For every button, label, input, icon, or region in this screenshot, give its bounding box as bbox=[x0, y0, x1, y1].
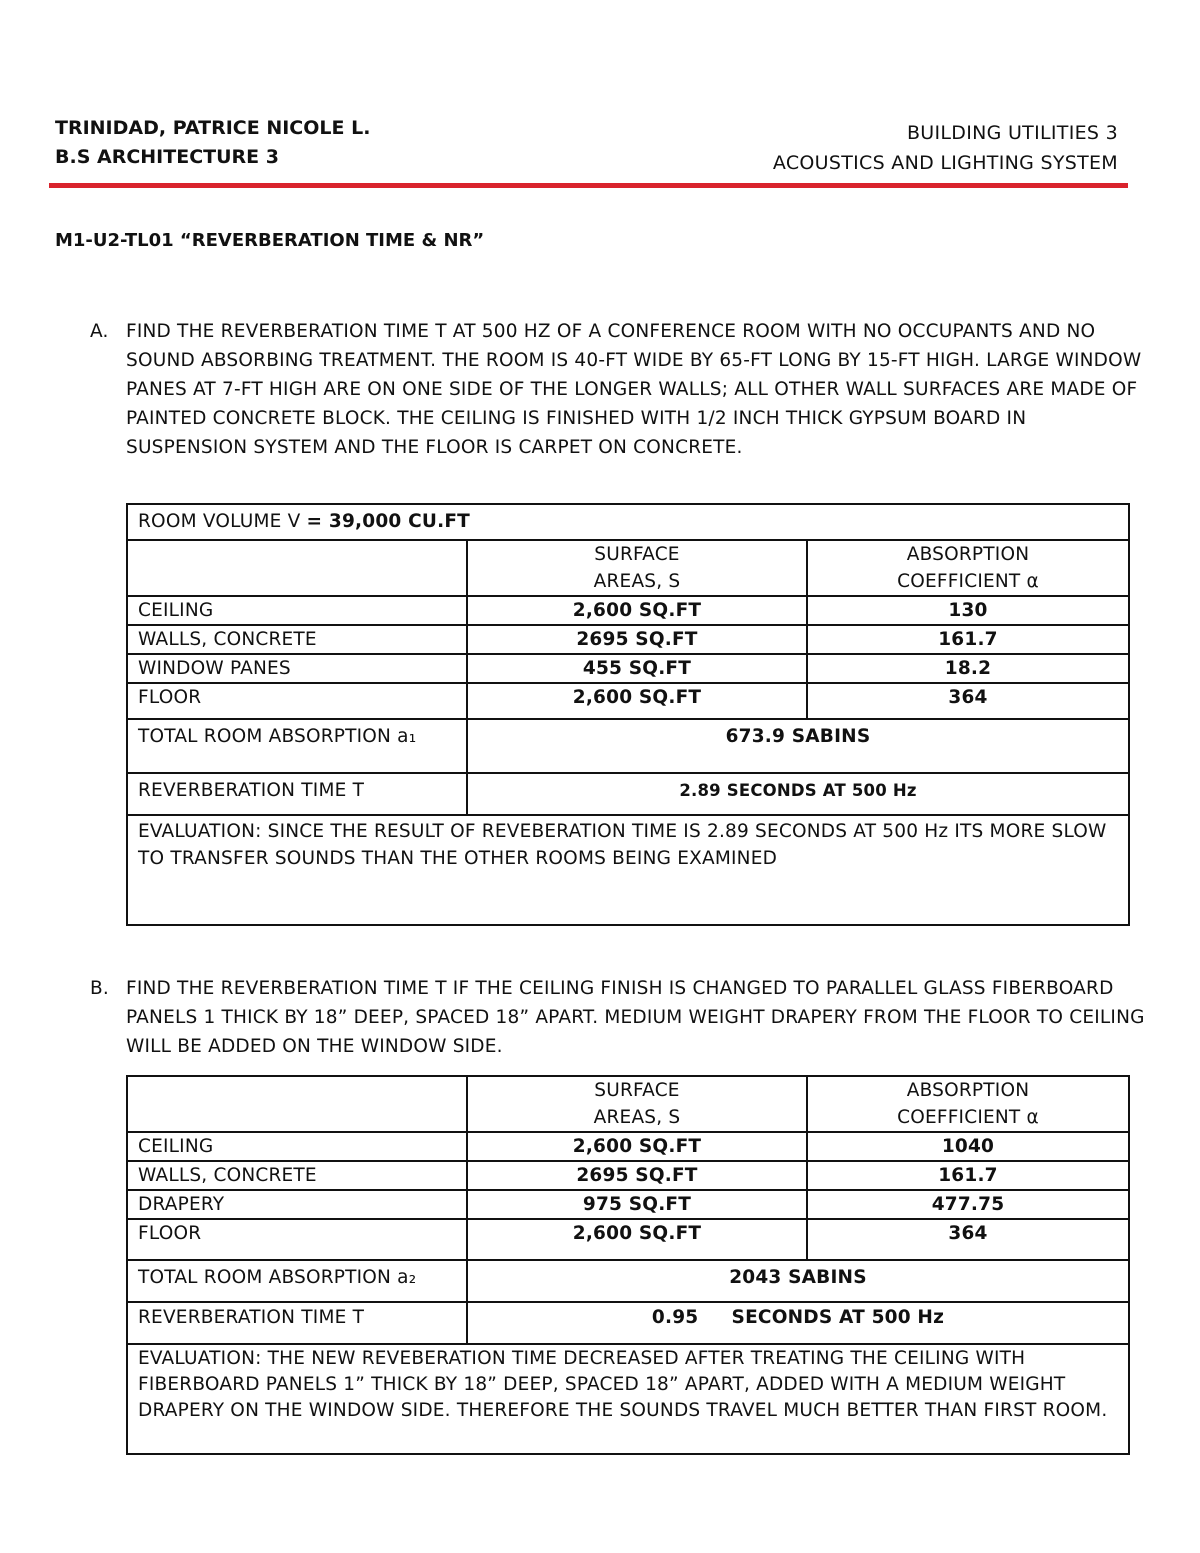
header-row bbox=[127, 1076, 1129, 1132]
header-surface-line2: AREAS, S bbox=[593, 571, 681, 592]
course-subject: ACOUSTICS AND LIGHTING SYSTEM bbox=[772, 152, 1118, 174]
table-b bbox=[126, 1075, 1130, 1455]
total-row bbox=[127, 719, 1129, 773]
rt-row bbox=[127, 1302, 1129, 1344]
coef-cell: 1040 bbox=[807, 1132, 1129, 1161]
total-label: TOTAL ROOM ABSORPTION a₁ bbox=[127, 719, 467, 773]
area-cell: 2,600 SQ.FT bbox=[467, 683, 807, 719]
header-coef-line1: ABSORPTION bbox=[906, 544, 1030, 565]
rt-row bbox=[127, 773, 1129, 815]
surface-cell: DRAPERY bbox=[127, 1190, 467, 1219]
problem-b-text: FIND THE REVERBERATION TIME T IF THE CEILING FINISH IS CHANGED TO PARALLEL GLASS FIBERBOARD PANELS 1 THICK BY 18” DEEP, SPACED 18” APART. MEDIUM WEIGHT DRAPERY FROM THE FLOOR TO CEILING WILL BE ADDED ON THE WINDOW SIDE. bbox=[126, 978, 1145, 1057]
header-divider bbox=[49, 183, 1128, 188]
header-surface-line1: SURFACE bbox=[594, 544, 680, 565]
table-row bbox=[127, 1219, 1129, 1260]
header-surface-cell bbox=[467, 1076, 807, 1132]
header-coef-line2: COEFFICIENT α bbox=[897, 1107, 1039, 1128]
table-row bbox=[127, 654, 1129, 683]
area-cell: 2,600 SQ.FT bbox=[467, 596, 807, 625]
rt-label: REVERBERATION TIME T bbox=[127, 1302, 467, 1344]
header-surface-line1: SURFACE bbox=[594, 1080, 680, 1101]
author-block bbox=[55, 114, 370, 172]
total-label: TOTAL ROOM ABSORPTION a₂ bbox=[127, 1260, 467, 1302]
header-surface-cell bbox=[467, 540, 807, 596]
surface-cell: WALLS, CONCRETE bbox=[127, 1161, 467, 1190]
surface-cell: WINDOW PANES bbox=[127, 654, 467, 683]
problem-a bbox=[90, 317, 1150, 462]
volume-value: = 39,000 CU.FT bbox=[306, 511, 470, 532]
area-cell: 2695 SQ.FT bbox=[467, 625, 807, 654]
surface-cell: CEILING bbox=[127, 596, 467, 625]
area-cell: 975 SQ.FT bbox=[467, 1190, 807, 1219]
area-cell: 2,600 SQ.FT bbox=[467, 1132, 807, 1161]
coef-cell: 364 bbox=[807, 1219, 1129, 1260]
table-row bbox=[127, 1161, 1129, 1190]
coef-cell: 18.2 bbox=[807, 654, 1129, 683]
header-coef-line1: ABSORPTION bbox=[906, 1080, 1030, 1101]
document-title: M1-U2-TL01 “REVERBERATION TIME & NR” bbox=[55, 230, 485, 251]
problem-a-letter: A. bbox=[90, 321, 109, 342]
rt-label: REVERBERATION TIME T bbox=[127, 773, 467, 815]
header-empty-cell bbox=[127, 540, 467, 596]
header-coef-cell bbox=[807, 1076, 1129, 1132]
surface-cell: CEILING bbox=[127, 1132, 467, 1161]
rt-value: 0.95 SECONDS AT 500 Hz bbox=[467, 1302, 1129, 1344]
table-row bbox=[127, 683, 1129, 719]
total-row bbox=[127, 1260, 1129, 1302]
table-row bbox=[127, 1190, 1129, 1219]
coef-cell: 161.7 bbox=[807, 625, 1129, 654]
coef-cell: 477.75 bbox=[807, 1190, 1129, 1219]
problem-b-letter: B. bbox=[90, 978, 109, 999]
table-row bbox=[127, 1132, 1129, 1161]
table-row bbox=[127, 625, 1129, 654]
table-a bbox=[126, 503, 1130, 926]
coef-cell: 364 bbox=[807, 683, 1129, 719]
volume-cell bbox=[127, 504, 1129, 540]
coef-cell: 130 bbox=[807, 596, 1129, 625]
author-program: B.S ARCHITECTURE 3 bbox=[55, 146, 279, 168]
header-coef-cell bbox=[807, 540, 1129, 596]
volume-row bbox=[127, 504, 1129, 540]
header-empty-cell bbox=[127, 1076, 467, 1132]
rt-value: 2.89 SECONDS AT 500 Hz bbox=[467, 773, 1129, 815]
table-row bbox=[127, 596, 1129, 625]
header-row bbox=[127, 540, 1129, 596]
evaluation-text: EVALUATION: SINCE THE RESULT OF REVEBERATION TIME IS 2.89 SECONDS AT 500 Hz ITS MORE SLOW TO TRANSFER SOUNDS THAN THE OTHER ROOMS BEING EXAMINED bbox=[127, 815, 1129, 925]
surface-cell: WALLS, CONCRETE bbox=[127, 625, 467, 654]
evaluation-text: EVALUATION: THE NEW REVEBERATION TIME DECREASED AFTER TREATING THE CEILING WITH FIBERBOARD PANELS 1” THICK BY 18” DEEP, SPACED 18” APART, ADDED WITH A MEDIUM WEIGHT DRAPERY ON THE WINDOW SIDE. THEREFORE THE SOUNDS TRAVEL MUCH BETTER THAN FIRST ROOM. bbox=[127, 1344, 1129, 1454]
problem-b bbox=[90, 974, 1150, 1061]
header-surface-line2: AREAS, S bbox=[593, 1107, 681, 1128]
volume-label: ROOM VOLUME V bbox=[138, 511, 301, 532]
surface-cell: FLOOR bbox=[127, 1219, 467, 1260]
total-value: 2043 SABINS bbox=[467, 1260, 1129, 1302]
course-name: BUILDING UTILITIES 3 bbox=[906, 122, 1118, 144]
area-cell: 2695 SQ.FT bbox=[467, 1161, 807, 1190]
evaluation-row bbox=[127, 815, 1129, 925]
author-name: TRINIDAD, PATRICE NICOLE L. bbox=[55, 117, 371, 139]
problem-a-text: FIND THE REVERBERATION TIME T AT 500 HZ OF A CONFERENCE ROOM WITH NO OCCUPANTS AND NO SOUND ABSORBING TREATMENT. THE ROOM IS 40-FT WIDE BY 65-FT LONG BY 15-FT HIGH. LARGE WINDOW PANES AT 7-FT HIGH ARE ON ONE SIDE OF THE LONGER WALLS; ALL OTHER WALL SURFACES ARE MADE OF PAINTED CONCRETE BLOCK. THE CEILING IS FINISHED WITH 1/2 INCH THICK GYPSUM BOARD IN SUSPENSION SYSTEM AND THE FLOOR IS CARPET ON CONCRETE. bbox=[126, 321, 1142, 458]
evaluation-row bbox=[127, 1344, 1129, 1454]
course-block bbox=[773, 118, 1118, 178]
surface-cell: FLOOR bbox=[127, 683, 467, 719]
area-cell: 455 SQ.FT bbox=[467, 654, 807, 683]
area-cell: 2,600 SQ.FT bbox=[467, 1219, 807, 1260]
header-coef-line2: COEFFICIENT α bbox=[897, 571, 1039, 592]
total-value: 673.9 SABINS bbox=[467, 719, 1129, 773]
coef-cell: 161.7 bbox=[807, 1161, 1129, 1190]
